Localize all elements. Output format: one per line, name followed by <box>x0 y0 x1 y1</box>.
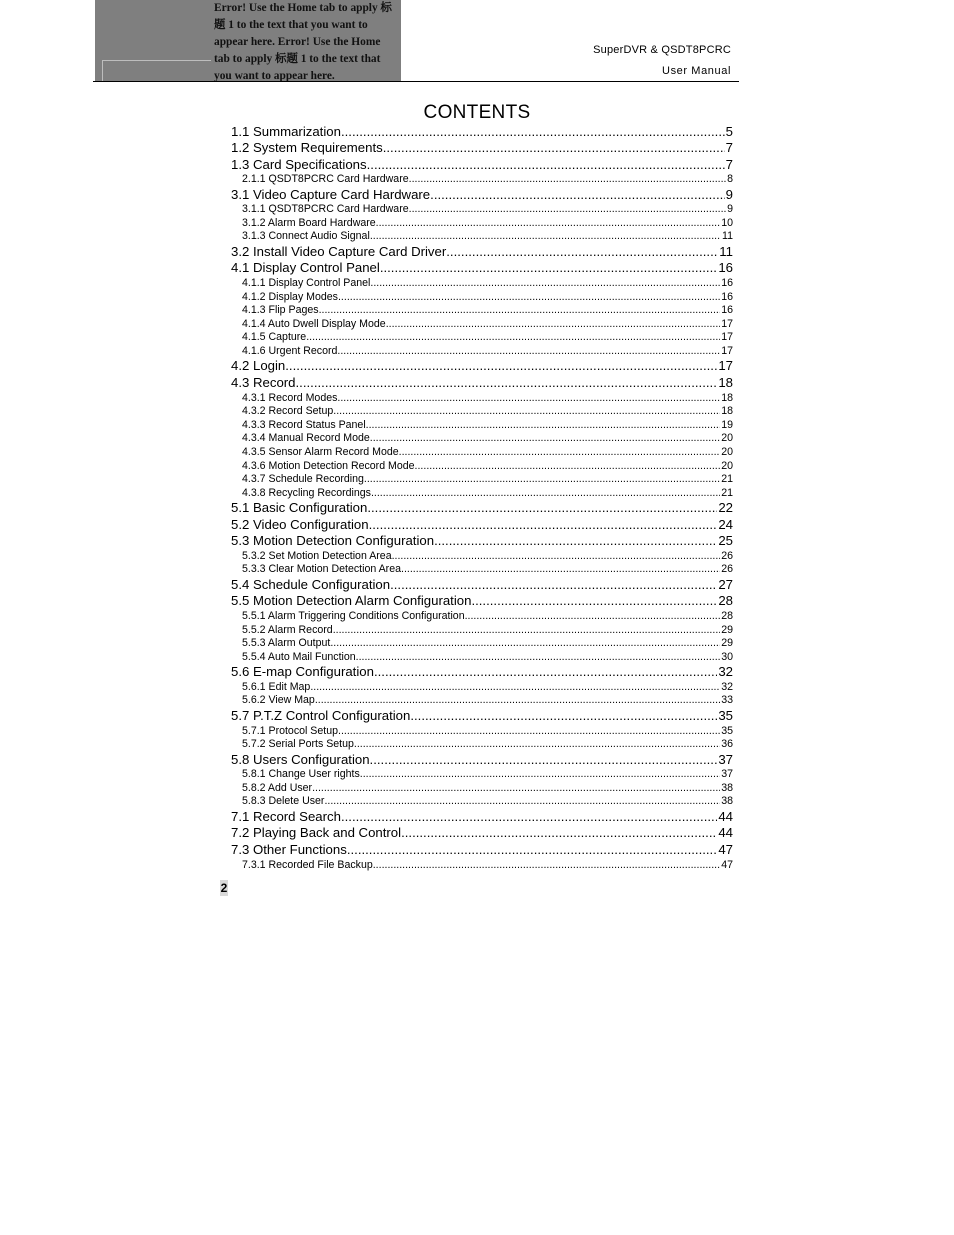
toc-entry-label: 5.6 E-map Configuration <box>231 664 374 680</box>
toc-entry[interactable] <box>231 260 733 277</box>
toc-entry-label: 3.2 Install Video Capture Card Driver <box>231 243 447 259</box>
toc-entry-label: 4.1 Display Control Panel <box>231 260 380 276</box>
toc-subentry[interactable] <box>231 432 733 446</box>
toc-leader-dots <box>333 405 720 418</box>
toc-subentry[interactable] <box>231 694 733 708</box>
toc-leader-dots <box>310 681 720 694</box>
toc-entry[interactable] <box>231 707 733 724</box>
toc-entry-page: 32 <box>721 680 733 693</box>
toc-leader-dots <box>401 825 717 841</box>
toc-subentry[interactable] <box>231 276 733 290</box>
toc-entry[interactable] <box>231 576 733 593</box>
toc-leader-dots <box>312 782 720 795</box>
toc-subentry[interactable] <box>231 473 733 487</box>
toc-leader-dots <box>373 859 720 872</box>
toc-entry-page: 26 <box>721 563 733 576</box>
toc-leader-dots <box>333 624 721 637</box>
toc-entry[interactable] <box>231 243 733 260</box>
toc-entry-label: 5.6.2 View Map <box>242 694 315 707</box>
toc-leader-dots <box>370 230 721 243</box>
toc-subentry[interactable] <box>231 445 733 459</box>
toc-leader-dots <box>367 500 717 516</box>
toc-entry-page: 11 <box>719 243 733 259</box>
toc-entry[interactable] <box>231 516 733 533</box>
toc-leader-dots <box>306 331 720 344</box>
toc-entry-page: 21 <box>721 473 733 486</box>
toc-entry-label: 7.1 Record Search <box>231 808 341 824</box>
toc-entry-page: 44 <box>718 825 733 841</box>
toc-entry-page: 9 <box>727 203 733 216</box>
toc-entry-label: 5.3.3 Clear Motion Detection Area <box>242 563 401 576</box>
header-inner-frame <box>102 60 211 81</box>
toc-entry-label: 3.1.3 Connect Audio Signal <box>242 230 370 243</box>
toc-leader-dots <box>360 768 720 781</box>
toc-entry-page: 25 <box>718 533 733 549</box>
toc-entry-page: 20 <box>721 459 733 472</box>
toc-entry-label: 5.6.1 Edit Map <box>242 680 311 693</box>
toc-entry-label: 5.5.3 Alarm Output <box>242 637 331 650</box>
toc-leader-dots <box>367 157 725 173</box>
toc-leader-dots <box>415 460 721 473</box>
header-manual-label: User Manual <box>662 65 731 77</box>
toc-leader-dots <box>401 563 720 576</box>
toc-entry-label: 5.4 Schedule Configuration <box>231 576 391 592</box>
toc-entry-label: 5.5 Motion Detection Alarm Configuration <box>231 593 472 609</box>
toc-entry-label: 5.5.2 Alarm Record <box>242 623 333 636</box>
toc-subentry[interactable] <box>231 230 733 244</box>
toc-leader-dots <box>370 752 718 768</box>
toc-entry[interactable] <box>231 841 733 858</box>
toc-entry-label: 4.1.4 Auto Dwell Display Mode <box>242 317 386 330</box>
toc-entry-page: 7 <box>725 140 733 155</box>
toc-entry-page: 10 <box>721 216 733 229</box>
toc-leader-dots <box>471 593 717 609</box>
toc-subentry[interactable] <box>231 858 733 872</box>
toc-entry[interactable] <box>231 593 733 610</box>
toc-entry-page: 38 <box>721 781 733 794</box>
toc-entry-label: 4.3.4 Manual Record Mode <box>242 432 370 445</box>
toc-entry[interactable] <box>231 156 733 173</box>
toc-subentry[interactable] <box>231 680 733 694</box>
header-product-name: SuperDVR & QSDT8PCRC <box>593 44 731 56</box>
toc-entry-label: 5.7.1 Protocol Setup <box>242 724 338 737</box>
toc-entry-label: 5.5.1 Alarm Triggering Conditions Configuration <box>242 609 465 622</box>
toc-subentry[interactable] <box>231 304 733 318</box>
toc-leader-dots <box>337 345 720 358</box>
toc-leader-dots <box>364 473 720 486</box>
toc-entry-page: 16 <box>721 304 733 317</box>
toc-entry-page: 5 <box>725 123 733 139</box>
toc-leader-dots <box>383 140 725 156</box>
toc-leader-dots <box>369 517 718 533</box>
toc-entry-page: 35 <box>721 724 733 737</box>
toc-entry-page: 32 <box>718 664 733 680</box>
toc-entry[interactable] <box>231 825 733 842</box>
toc-entry-label: 5.8.1 Change User rights <box>242 768 360 781</box>
toc-leader-dots <box>390 577 717 593</box>
toc-leader-dots <box>370 277 720 290</box>
toc-entry-label: 3.1.2 Alarm Board Hardware <box>242 216 376 229</box>
toc-entry-page: 29 <box>721 637 733 650</box>
toc-entry-label: 2.1.1 QSDT8PCRC Card Hardware <box>242 173 409 186</box>
toc-entry-page: 47 <box>718 841 733 857</box>
toc-entry-page: 17 <box>721 317 733 330</box>
toc-entry-label: 4.1.2 Display Modes <box>242 290 338 303</box>
toc-entry-page: 17 <box>721 331 733 344</box>
toc-subentry[interactable] <box>231 405 733 419</box>
page-number: 2 <box>220 881 228 895</box>
toc-leader-dots <box>392 550 721 563</box>
toc-leader-dots <box>337 392 720 405</box>
toc-leader-dots <box>315 694 720 707</box>
toc-subentry[interactable] <box>231 418 733 432</box>
toc-entry-label: 4.3.8 Recycling Recordings <box>242 486 371 499</box>
toc-entry-page: 8 <box>727 173 733 186</box>
toc-entry[interactable] <box>231 123 733 140</box>
toc-subentry[interactable] <box>231 724 733 738</box>
toc-leader-dots <box>410 708 717 724</box>
toc-entry-page: 9 <box>725 186 733 202</box>
toc-entry-label: 5.3.2 Set Motion Detection Area <box>242 549 392 562</box>
toc-entry-page: 17 <box>718 358 733 374</box>
toc-leader-dots <box>430 187 725 203</box>
toc-entry-page: 19 <box>721 418 733 431</box>
toc-entry-label: 5.8 Users Configuration <box>231 751 370 767</box>
toc-entry-page: 47 <box>721 858 733 871</box>
toc-entry-page: 24 <box>718 516 733 532</box>
toc-entry-page: 30 <box>721 650 733 663</box>
toc-leader-dots <box>356 651 721 664</box>
toc-entry-label: 4.3.2 Record Setup <box>242 405 334 418</box>
toc-leader-dots <box>409 203 726 216</box>
toc-entry-page: 18 <box>718 374 733 390</box>
toc-leader-dots <box>370 432 720 445</box>
toc-entry-label: 4.1.3 Flip Pages <box>242 304 319 317</box>
toc-entry-page: 37 <box>721 768 733 781</box>
toc-entry[interactable] <box>231 186 733 203</box>
toc-entry-page: 33 <box>721 694 733 707</box>
toc-subentry[interactable] <box>231 331 733 345</box>
toc-entry-page: 37 <box>718 751 733 767</box>
toc-subentry[interactable] <box>231 344 733 358</box>
toc-entry-label: 4.2 Login <box>231 358 286 374</box>
toc-entry[interactable] <box>231 358 733 375</box>
toc-subentry[interactable] <box>231 459 733 473</box>
toc-entry-page: 35 <box>718 707 733 723</box>
toc-entry-page: 20 <box>721 432 733 445</box>
toc-entry[interactable] <box>231 808 733 825</box>
toc-entry-label: 5.8.2 Add User <box>242 781 313 794</box>
toc-entry-page: 18 <box>721 405 733 418</box>
toc-leader-dots <box>380 260 718 276</box>
toc-entry-label: 7.3 Other Functions <box>231 841 347 857</box>
toc-leader-dots <box>446 244 718 260</box>
toc-subentry[interactable] <box>231 290 733 304</box>
toc-entry-page: 7 <box>725 156 733 172</box>
toc-leader-dots <box>330 637 720 650</box>
header-rule <box>93 81 739 82</box>
toc-subentry[interactable] <box>231 650 733 664</box>
toc-entry[interactable] <box>231 751 733 768</box>
toc-leader-dots <box>341 809 717 825</box>
toc-subentry[interactable] <box>231 623 733 637</box>
toc-entry-page: 22 <box>718 500 733 516</box>
toc-entry[interactable] <box>231 664 733 681</box>
toc-entry-label: 4.1.1 Display Control Panel <box>242 276 371 289</box>
toc-entry-label: 7.2 Playing Back and Control <box>231 825 402 841</box>
toc-leader-dots <box>324 795 720 808</box>
toc-entry-label: 5.1 Basic Configuration <box>231 500 368 516</box>
toc-entry-label: 1.3 Card Specifications <box>231 156 367 172</box>
toc-entry[interactable] <box>231 533 733 550</box>
toc-entry[interactable] <box>231 500 733 517</box>
toc-entry-page: 28 <box>718 593 733 609</box>
toc-entry-label: 5.7 P.T.Z Control Configuration <box>231 707 411 723</box>
toc-leader-dots <box>366 419 721 432</box>
toc-entry-page: 36 <box>721 738 733 751</box>
toc-leader-dots <box>338 291 720 304</box>
toc-entry-page: 17 <box>721 344 733 357</box>
toc-subentry[interactable] <box>231 216 733 230</box>
toc-entry-page: 20 <box>721 445 733 458</box>
toc-entry-page: 16 <box>721 276 733 289</box>
toc-leader-dots <box>374 664 717 680</box>
toc-leader-dots <box>409 173 726 186</box>
toc-entry-page: 27 <box>718 576 733 592</box>
toc-subentry[interactable] <box>231 563 733 577</box>
toc-leader-dots <box>319 304 721 317</box>
toc-subentry[interactable] <box>231 738 733 752</box>
toc-entry-page: 11 <box>722 230 733 243</box>
toc-entry-label: 3.1.1 QSDT8PCRC Card Hardware <box>242 203 409 216</box>
toc-subentry[interactable] <box>231 768 733 782</box>
toc-leader-dots <box>465 610 721 623</box>
toc-entry-page: 21 <box>721 486 733 499</box>
toc-subentry[interactable] <box>231 486 733 500</box>
toc-entry-label: 4.3.1 Record Modes <box>242 391 338 404</box>
toc-title: CONTENTS <box>423 102 531 123</box>
table-of-contents <box>231 123 733 872</box>
toc-subentry[interactable] <box>231 317 733 331</box>
toc-subentry[interactable] <box>231 637 733 651</box>
toc-leader-dots <box>371 487 720 500</box>
toc-leader-dots <box>399 446 721 459</box>
toc-entry-label: 1.1 Summarization <box>231 123 341 139</box>
toc-subentry[interactable] <box>231 391 733 405</box>
toc-entry-page: 16 <box>718 260 733 276</box>
toc-entry-label: 5.3 Motion Detection Configuration <box>231 533 435 549</box>
toc-entry-label: 4.3.6 Motion Detection Record Mode <box>242 459 415 472</box>
toc-entry-page: 16 <box>721 290 733 303</box>
toc-subentry[interactable] <box>231 795 733 809</box>
toc-entry-page: 28 <box>721 609 733 622</box>
toc-entry-label: 5.8.3 Delete User <box>242 795 325 808</box>
toc-leader-dots <box>285 358 717 374</box>
toc-entry-label: 4.1.5 Capture <box>242 331 307 344</box>
toc-subentry[interactable] <box>231 781 733 795</box>
toc-subentry[interactable] <box>231 549 733 563</box>
toc-entry-label: 4.3.7 Schedule Recording <box>242 473 364 486</box>
toc-leader-dots <box>354 738 720 751</box>
toc-entry-label: 4.3.3 Record Status Panel <box>242 418 366 431</box>
toc-entry-page: 38 <box>721 795 733 808</box>
toc-entry-label: 5.5.4 Auto Mail Function <box>242 650 356 663</box>
toc-entry-page: 26 <box>721 549 733 562</box>
toc-entry[interactable] <box>231 140 733 157</box>
toc-leader-dots <box>338 725 720 738</box>
header-error-field: Error! Use the Home tab to apply 标题 1 to the text that you want to appear here. Error! Use the Home tab to apply 标题 1 to the text that you want to appear here. <box>213 0 401 81</box>
toc-leader-dots <box>386 318 721 331</box>
toc-leader-dots <box>296 375 718 391</box>
toc-entry-label: 3.1 Video Capture Card Hardware <box>231 186 431 202</box>
toc-subentry[interactable] <box>231 609 733 623</box>
toc-leader-dots <box>347 842 718 858</box>
toc-leader-dots <box>341 124 725 140</box>
toc-entry[interactable] <box>231 374 733 391</box>
toc-leader-dots <box>434 533 717 549</box>
toc-entry-label: 4.3 Record <box>231 374 296 390</box>
toc-leader-dots <box>376 217 721 230</box>
toc-entry-label: 5.2 Video Configuration <box>231 516 369 532</box>
toc-entry-label: 4.3.5 Sensor Alarm Record Mode <box>242 445 399 458</box>
toc-entry-page: 29 <box>721 623 733 636</box>
toc-entry-label: 7.3.1 Recorded File Backup <box>242 858 373 871</box>
toc-entry-label: 5.7.2 Serial Ports Setup <box>242 738 354 751</box>
toc-entry-page: 18 <box>721 391 733 404</box>
toc-entry-label: 1.2 System Requirements <box>231 140 383 155</box>
toc-subentry[interactable] <box>231 203 733 217</box>
toc-subentry[interactable] <box>231 173 733 187</box>
toc-entry-label: 4.1.6 Urgent Record <box>242 344 338 357</box>
toc-entry-page: 44 <box>718 808 733 824</box>
